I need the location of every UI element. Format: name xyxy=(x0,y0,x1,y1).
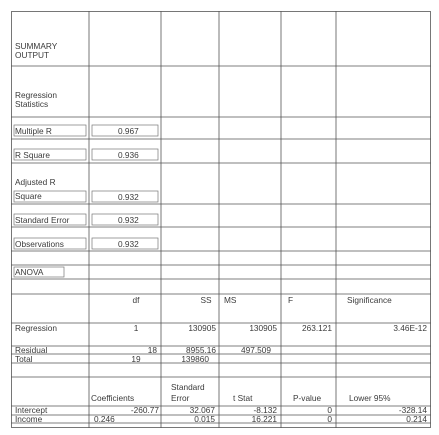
coef-lower95-income: 0.214 xyxy=(406,414,427,424)
coef-t-stat-intercept: -8.132 xyxy=(253,405,277,415)
coef-p-value-intercept: 0 xyxy=(327,405,332,415)
stat-label-multiple-r: Multiple R xyxy=(15,126,52,136)
anova-header-df: df xyxy=(132,295,140,305)
anova-df-total: 19 xyxy=(131,354,141,364)
anova-significance-regression: 3.46E-12 xyxy=(393,323,427,333)
anova-heading: ANOVA xyxy=(15,267,44,277)
regression-statistics-heading-line1: Regression xyxy=(15,90,57,100)
anova-ms-regression: 130905 xyxy=(249,323,277,333)
coef-header-std-error-line1: Standard xyxy=(171,382,205,392)
coef-label-intercept: Intercept xyxy=(15,405,48,415)
coef-header-t-stat: t Stat xyxy=(233,393,253,403)
anova-header-ms: MS xyxy=(224,295,237,305)
anova-label-regression: Regression xyxy=(15,323,57,333)
summary-title-line2: OUTPUT xyxy=(15,50,50,60)
coef-header-lower95: Lower 95% xyxy=(349,393,391,403)
coef-header-std-error-line2: Error xyxy=(171,393,190,403)
stat-label-adjusted-r-line1: Adjusted R xyxy=(15,177,56,187)
anova-header-ss: SS xyxy=(200,295,212,305)
summary-output-sheet xyxy=(11,11,431,428)
stat-label-adjusted-r-line2: Square xyxy=(15,191,42,201)
summary-title-line1: SUMMARY xyxy=(15,41,58,51)
stat-label-standard-error: Standard Error xyxy=(15,215,70,225)
stat-label-observations: Observations xyxy=(15,239,64,249)
coef-std-error-income: 0.015 xyxy=(194,414,215,424)
stat-value-multiple-r: 0.967 xyxy=(118,126,139,136)
anova-df-residual: 18 xyxy=(147,345,157,355)
regression-statistics-heading-line2: Statistics xyxy=(15,99,49,109)
coef-coefficients-intercept: -260.77 xyxy=(130,405,159,415)
anova-df-regression: 1 xyxy=(133,323,139,333)
anova-label-total: Total xyxy=(15,354,33,364)
coef-header-coefficients: Coefficients xyxy=(91,393,135,403)
anova-header-f: F xyxy=(288,295,294,305)
coef-coefficients-income: 0.246 xyxy=(94,414,115,424)
sheet-grid xyxy=(11,11,431,428)
anova-header-significance: Significance xyxy=(347,295,392,305)
stat-value-r-square: 0.936 xyxy=(118,150,139,160)
anova-ss-regression: 130905 xyxy=(188,323,216,333)
coef-label-income: Income xyxy=(15,414,43,424)
coef-t-stat-income: 16.221 xyxy=(251,414,277,424)
anova-ss-residual: 8955.16 xyxy=(186,345,216,355)
stat-value-adjusted-r-square: 0.932 xyxy=(118,192,139,202)
anova-f-regression: 263.121 xyxy=(302,323,332,333)
stat-value-standard-error: 0.932 xyxy=(118,215,139,225)
coef-p-value-income: 0 xyxy=(327,414,332,424)
coef-header-p-value: P-value xyxy=(293,393,322,403)
coef-lower95-intercept: -328.14 xyxy=(398,405,427,415)
anova-ms-residual: 497.509 xyxy=(241,345,271,355)
anova-label-residual: Residual xyxy=(15,345,48,355)
stat-label-r-square: R Square xyxy=(15,150,51,160)
stat-value-observations: 0.932 xyxy=(118,239,139,249)
coef-std-error-intercept: 32.067 xyxy=(189,405,215,415)
anova-ss-total: 139860 xyxy=(181,354,209,364)
